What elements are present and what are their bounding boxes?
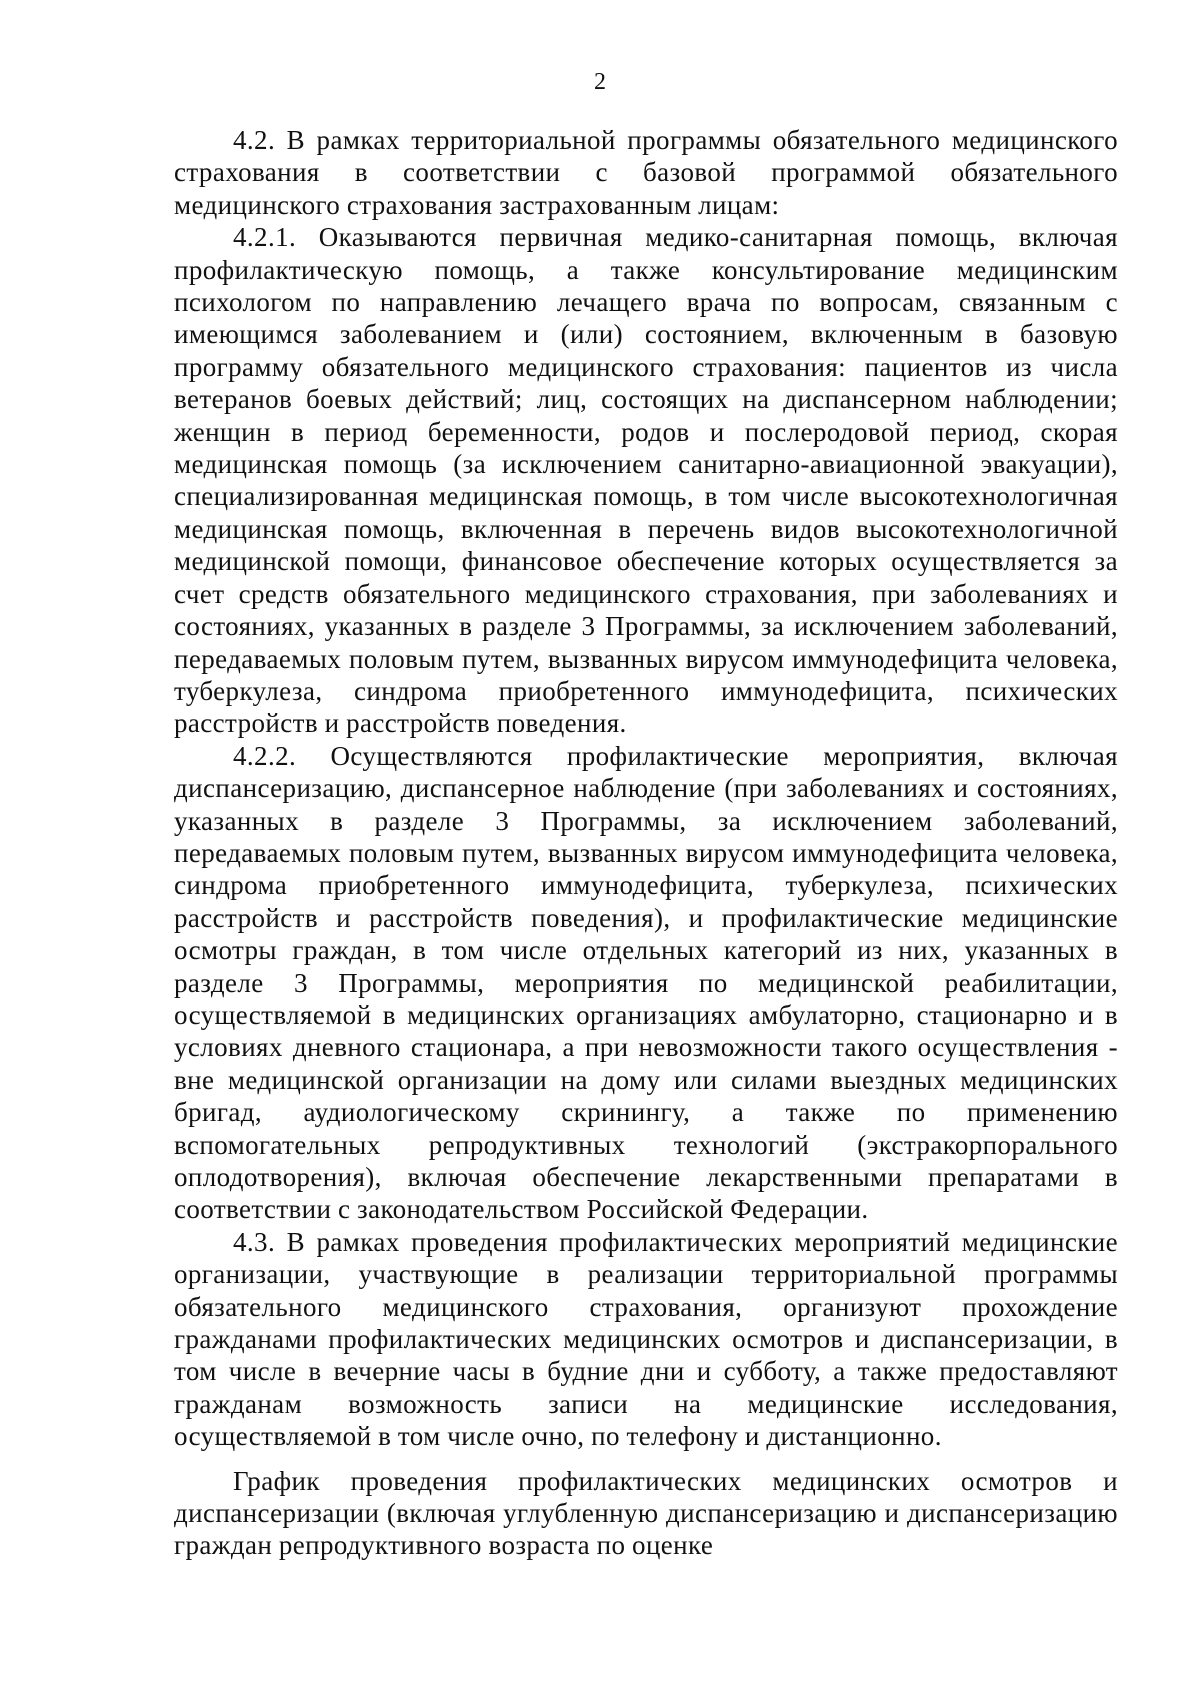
paragraph-4-2-2: 4.2.2. Осуществляются профилактические мероприятия, включая диспансеризацию, диспансерное наблюдение (при заболеваниях и состояниях, указанных в разделе 3 Программы, за исключением заболеваний, передаваемых половым путем, вызванных вирусом иммунодефицита человека, синдрома приобретенного иммунодефицита, туберкулеза, психических расстройств и расстройств поведения), и профилактические медицинские осмотры граждан, в том числе отдельных категорий из них, указанных в разделе 3 Программы, мероприятия по медицинской реабилитации, осуществляемой в медицинских организациях амбулаторно, стационарно и в условиях дневного стационара, а при невозможности такого осуществления - вне медицинской организации на дому или силами выездных медицинских бригад, аудиологическому скринингу, а также по применению вспомогательных репродуктивных технологий (экстракорпорального оплодотворения), включая обеспечение лекарственными препаратами в соответствии с законодательством Российской Федерации. <box>174 740 1118 1225</box>
paragraph-schedule: График проведения профилактических медицинских осмотров и диспансеризации (включая углубленную диспансеризацию и диспансеризацию граждан репродуктивного возраста по оценке <box>174 1465 1118 1561</box>
paragraph-4-3: 4.3. В рамках проведения профилактических мероприятий медицинские организации, участвующие в реализации территориальной программы обязательного медицинского страхования, организуют прохождение гражданами профилактических медицинских осмотров и диспансеризации, в том числе в вечерние часы в будние дни и субботу, а также предоставляют гражданам возможность записи на медицинские исследования, осуществляемой в том числе очно, по телефону и дистанционно. <box>174 1226 1118 1452</box>
paragraph-4-2-1: 4.2.1. Оказываются первичная медико-санитарная помощь, включая профилактическую помощь, а также консультирование медицинским психологом по направлению лечащего врача по вопросам, связанным с имеющимся заболеванием и (или) состоянием, включенным в базовую программу обязательного медицинского страхования: пациентов из числа ветеранов боевых действий; лиц, состоящих на диспансерном наблюдении; женщин в период беременности, родов и послеродовой период, скорая медицинская помощь (за исключением санитарно-авиационной эвакуации), специализированная медицинская помощь, в том числе высокотехнологичная медицинская помощь, включенная в перечень видов высокотехнологичной медицинской помощи, финансовое обеспечение которых осуществляется за счет средств обязательного медицинского страхования, при заболеваниях и состояниях, указанных в разделе 3 Программы, за исключением заболеваний, передаваемых половым путем, вызванных вирусом иммунодефицита человека, туберкулеза, синдрома приобретенного иммунодефицита, психических расстройств и расстройств поведения. <box>174 222 1118 739</box>
document-body <box>174 124 1118 1562</box>
paragraph-4-2: 4.2. В рамках территориальной программы обязательного медицинского страхования в соответствии с базовой программой обязательного медицинского страхования застрахованным лицам: <box>174 125 1118 220</box>
page-number: 2 <box>594 69 606 95</box>
